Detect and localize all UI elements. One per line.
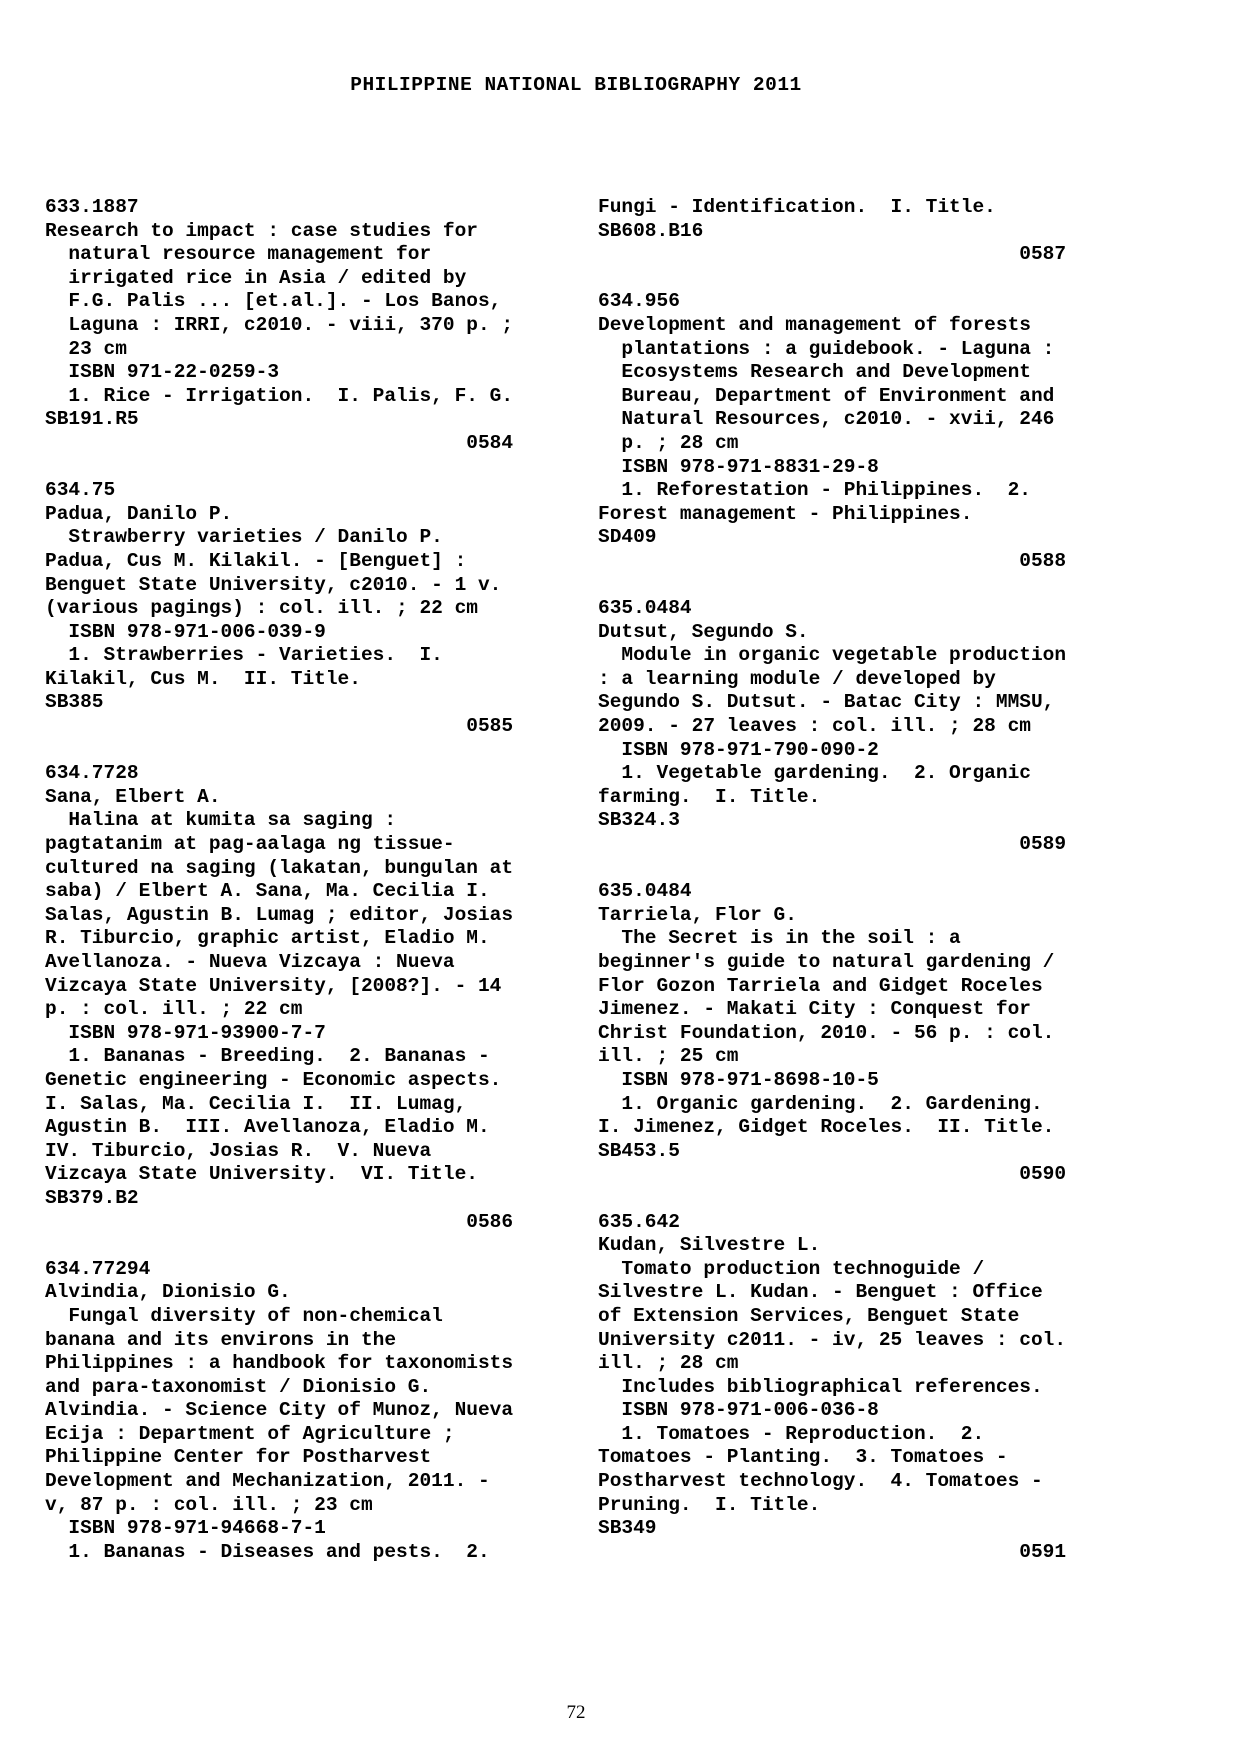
bibliography-line: Silvestre L. Kudan. - Benguet : Office bbox=[598, 1281, 1043, 1304]
bibliography-line: ISBN 978-971-93900-7-7 bbox=[45, 1021, 326, 1044]
bibliography-line: ISBN 971-22-0259-3 bbox=[45, 361, 280, 384]
bibliography-line: SB453.5 bbox=[598, 1139, 680, 1162]
bibliography-line: Vizcaya State University, [2008?]. - 14 bbox=[45, 974, 502, 997]
bibliography-line: ISBN 978-971-8831-29-8 bbox=[598, 455, 879, 478]
bibliography-line: 1. Tomatoes - Reproduction. 2. bbox=[598, 1422, 985, 1445]
bibliography-line: Sana, Elbert A. bbox=[45, 785, 221, 808]
bibliography-line: R. Tiburcio, graphic artist, Eladio M. bbox=[45, 927, 490, 950]
bibliography-line: Salas, Agustin B. Lumag ; editor, Josias bbox=[45, 903, 514, 926]
bibliography-line: cultured na saging (lakatan, bungulan at bbox=[45, 856, 514, 879]
bibliography-line: 0590 bbox=[598, 1163, 1067, 1186]
bibliography-line: 634.77294 bbox=[45, 1257, 151, 1280]
bibliography-line: 1. Organic gardening. 2. Gardening. bbox=[598, 1092, 1043, 1115]
bibliography-line: : a learning module / developed by bbox=[598, 667, 996, 690]
bibliography-line: SB191.R5 bbox=[45, 408, 139, 431]
bibliography-line: Postharvest technology. 4. Tomatoes - bbox=[598, 1470, 1043, 1493]
bibliography-line: saba) / Elbert A. Sana, Ma. Cecilia I. bbox=[45, 880, 490, 903]
bibliography-line: and para-taxonomist / Dionisio G. bbox=[45, 1375, 432, 1398]
bibliography-line: 0589 bbox=[598, 833, 1067, 856]
bibliography-line: Christ Foundation, 2010. - 56 p. : col. bbox=[598, 1021, 1055, 1044]
bibliography-line: ISBN 978-971-790-090-2 bbox=[598, 738, 879, 761]
bibliography-line: Agustin B. III. Avellanoza, Eladio M. bbox=[45, 1116, 490, 1139]
bibliography-line: University c2011. - iv, 25 leaves : col. bbox=[598, 1328, 1067, 1351]
page-title: PHILIPPINE NATIONAL BIBLIOGRAPHY 2011 bbox=[350, 74, 802, 96]
bibliography-line: SB349 bbox=[598, 1517, 657, 1540]
bibliography-line: Strawberry varieties / Danilo P. bbox=[45, 526, 443, 549]
bibliography-line: Module in organic vegetable production bbox=[598, 644, 1067, 667]
bibliography-line: 0587 bbox=[598, 243, 1067, 266]
bibliography-line: 1. Bananas - Diseases and pests. 2. bbox=[45, 1540, 490, 1563]
bibliography-line: Alvindia. - Science City of Munoz, Nueva bbox=[45, 1399, 514, 1422]
bibliography-line: SB324.3 bbox=[598, 809, 680, 832]
bibliography-line bbox=[45, 739, 565, 763]
bibliography-line: Genetic engineering - Economic aspects. bbox=[45, 1068, 502, 1091]
bibliography-line: 23 cm bbox=[45, 337, 127, 360]
bibliography-line: Natural Resources, c2010. - xvii, 246 bbox=[598, 408, 1055, 431]
bibliography-line: SD409 bbox=[598, 526, 657, 549]
bibliography-column-right bbox=[598, 196, 1118, 1564]
bibliography-line bbox=[45, 456, 565, 480]
bibliography-line: I. Salas, Ma. Cecilia I. II. Lumag, bbox=[45, 1092, 467, 1115]
bibliography-line: 1. Rice - Irrigation. I. Palis, F. G. bbox=[45, 384, 514, 407]
bibliography-line: Forest management - Philippines. bbox=[598, 502, 973, 525]
bibliography-line bbox=[45, 1234, 565, 1258]
bibliography-line: 634.956 bbox=[598, 290, 680, 313]
bibliography-line: p. ; 28 cm bbox=[598, 431, 739, 454]
bibliography-line: Ecija : Department of Agriculture ; bbox=[45, 1422, 455, 1445]
bibliography-line: Halina at kumita sa saging : bbox=[45, 809, 397, 832]
bibliography-line: beginner's guide to natural gardening / bbox=[598, 951, 1055, 973]
bibliography-line: natural resource management for bbox=[45, 243, 432, 266]
bibliography-line: Kudan, Silvestre L. bbox=[598, 1234, 821, 1257]
bibliography-line: 1. Strawberries - Varieties. I. bbox=[45, 644, 443, 667]
bibliography-line: ISBN 978-971-94668-7-1 bbox=[45, 1517, 326, 1540]
bibliography-line: ISBN 978-971-8698-10-5 bbox=[598, 1068, 879, 1091]
bibliography-line: 0585 bbox=[45, 715, 514, 738]
bibliography-line: F.G. Palis ... [et.al.]. - Los Banos, bbox=[45, 290, 502, 313]
bibliography-line: plantations : a guidebook. - Laguna : bbox=[598, 337, 1055, 360]
bibliography-line: 1. Bananas - Breeding. 2. Bananas - bbox=[45, 1045, 490, 1068]
bibliography-line: ill. ; 28 cm bbox=[598, 1352, 739, 1375]
bibliography-line: Philippines : a handbook for taxonomists bbox=[45, 1352, 514, 1375]
bibliography-line: Flor Gozon Tarriela and Gidget Roceles bbox=[598, 974, 1043, 997]
bibliography-line: 634.7728 bbox=[45, 762, 139, 785]
bibliography-line: Ecosystems Research and Development bbox=[598, 361, 1031, 384]
bibliography-line: The Secret is in the soil : a bbox=[598, 927, 961, 950]
bibliography-line: Laguna : IRRI, c2010. - viii, 370 p. ; bbox=[45, 313, 514, 336]
bibliography-line: 633.1887 bbox=[45, 196, 139, 218]
bibliography-line bbox=[598, 267, 1118, 291]
bibliography-line: 0588 bbox=[598, 549, 1067, 572]
bibliography-line: SB608.B16 bbox=[598, 219, 704, 242]
bibliography-line: Padua, Cus M. Kilakil. - [Benguet] : bbox=[45, 549, 467, 572]
bibliography-line: Philippine Center for Postharvest bbox=[45, 1446, 432, 1469]
bibliography-line: Jimenez. - Makati City : Conquest for bbox=[598, 998, 1031, 1021]
bibliography-line: 1. Reforestation - Philippines. 2. bbox=[598, 479, 1031, 502]
bibliography-line: 1. Vegetable gardening. 2. Organic bbox=[598, 762, 1031, 785]
bibliography-line: Vizcaya State University. VI. Title. bbox=[45, 1163, 478, 1186]
bibliography-line: 635.642 bbox=[598, 1210, 680, 1233]
bibliography-line: ISBN 978-971-006-039-9 bbox=[45, 620, 326, 643]
bibliography-line: Fungi - Identification. I. Title. bbox=[598, 196, 996, 218]
bibliography-column-left bbox=[45, 196, 565, 1564]
bibliography-line: 635.0484 bbox=[598, 597, 692, 620]
bibliography-line: (various pagings) : col. ill. ; 22 cm bbox=[45, 597, 478, 620]
bibliography-line: Includes bibliographical references. bbox=[598, 1375, 1043, 1398]
bibliography-line: I. Jimenez, Gidget Roceles. II. Title. bbox=[598, 1116, 1055, 1139]
bibliography-line: p. : col. ill. ; 22 cm bbox=[45, 998, 303, 1021]
bibliography-line: 634.75 bbox=[45, 479, 116, 502]
bibliography-line: Dutsut, Segundo S. bbox=[598, 620, 809, 643]
bibliography-line: Alvindia, Dionisio G. bbox=[45, 1281, 291, 1304]
bibliography-line: IV. Tiburcio, Josias R. V. Nueva bbox=[45, 1139, 432, 1162]
bibliography-line: Fungal diversity of non-chemical bbox=[45, 1304, 443, 1327]
bibliography-line: Tomato production technoguide / bbox=[598, 1257, 985, 1280]
bibliography-line: 2009. - 27 leaves : col. ill. ; 28 cm bbox=[598, 715, 1031, 738]
bibliography-line: Pruning. I. Title. bbox=[598, 1493, 821, 1516]
bibliography-line: v, 87 p. : col. ill. ; 23 cm bbox=[45, 1493, 373, 1516]
bibliography-line: ISBN 978-971-006-036-8 bbox=[598, 1399, 879, 1422]
bibliography-line: 0591 bbox=[598, 1540, 1067, 1563]
bibliography-line: Tarriela, Flor G. bbox=[598, 903, 797, 926]
bibliography-line: SB385 bbox=[45, 691, 104, 714]
bibliography-line: Tomatoes - Planting. 3. Tomatoes - bbox=[598, 1446, 1008, 1469]
bibliography-line: Development and management of forests bbox=[598, 313, 1031, 336]
bibliography-line: Benguet State University, c2010. - 1 v. bbox=[45, 573, 502, 596]
bibliography-line: Segundo S. Dutsut. - Batac City : MMSU, bbox=[598, 691, 1055, 714]
bibliography-line: Development and Mechanization, 2011. - bbox=[45, 1470, 490, 1493]
bibliography-line: Bureau, Department of Environment and bbox=[598, 384, 1055, 407]
bibliography-line: Kilakil, Cus M. II. Title. bbox=[45, 667, 361, 690]
bibliography-line: banana and its environs in the bbox=[45, 1328, 397, 1351]
bibliography-line: farming. I. Title. bbox=[598, 785, 821, 808]
bibliography-line: of Extension Services, Benguet State bbox=[598, 1304, 1020, 1327]
bibliography-line bbox=[598, 574, 1118, 598]
bibliography-line: pagtatanim at pag-aalaga ng tissue- bbox=[45, 833, 455, 856]
bibliography-line: 0586 bbox=[45, 1210, 514, 1233]
bibliography-line: 635.0484 bbox=[598, 880, 692, 903]
bibliography-line bbox=[598, 1187, 1118, 1211]
bibliography-line: irrigated rice in Asia / edited by bbox=[45, 266, 467, 289]
page-number: 72 bbox=[566, 1702, 586, 1723]
bibliography-line: Avellanoza. - Nueva Vizcaya : Nueva bbox=[45, 951, 455, 973]
bibliography-line: ill. ; 25 cm bbox=[598, 1045, 739, 1068]
bibliography-line: Padua, Danilo P. bbox=[45, 502, 233, 525]
bibliography-line: Research to impact : case studies for bbox=[45, 219, 478, 242]
bibliography-line bbox=[598, 857, 1118, 881]
bibliography-line: SB379.B2 bbox=[45, 1186, 139, 1209]
bibliography-line: 0584 bbox=[45, 431, 514, 454]
